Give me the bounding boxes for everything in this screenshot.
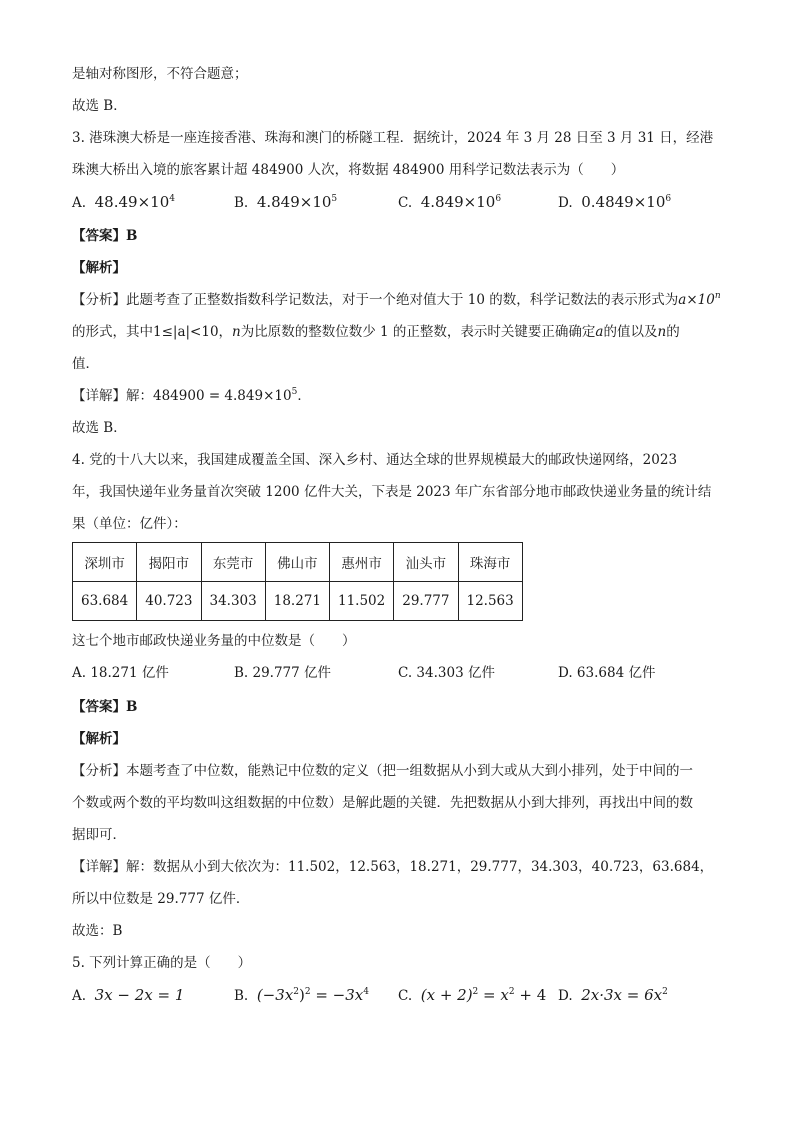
q3-option-c: C. $4.849\times 10^6$ (398, 193, 502, 211)
q4-option-a: A. 18.271 亿件 (72, 665, 169, 681)
text-line: 故选 B． (72, 98, 127, 114)
q3-analysis-line3: 值． (72, 356, 99, 372)
table-cell: 12.563 (458, 582, 522, 621)
q3-analysis-line2: 的形式，其中1≤|a|<10，n为比原数的整数位数少 1 的正整数，表示时关键要正确确定a的值以及n的 (72, 324, 680, 340)
q3-detail: 【详解】解：$484900 = 4.849\times 10^5$． (72, 386, 311, 404)
q4-option-b: B. 29.777 亿件 (234, 665, 332, 681)
q4-stem-line1: 4. 党的十八大以来，我国建成覆盖全国、深入乡村、通达全球的世界规模最大的邮政快递网络，2023 (72, 452, 678, 468)
q5-options (72, 983, 732, 1017)
q3-analysis-line1: 【分析】此题考查了正整数指数科学记数法，对于一个绝对值大于 10 的数，科学记数法的表示形式为$a\times 10^n$ (72, 290, 721, 308)
table-header-cell: 东莞市 (201, 543, 265, 582)
q4-analysis-label: 【解析】 (72, 731, 126, 747)
q3-option-b: B. $4.849\times 10^5$ (234, 193, 338, 211)
table-header-cell: 深圳市 (73, 543, 137, 582)
q4-answer: 【答案】B (72, 699, 138, 715)
q4-analysis-line3: 据即可． (72, 827, 126, 843)
table-header-cell: 惠州市 (330, 543, 394, 582)
table-header-cell: 佛山市 (265, 543, 329, 582)
q3-stem-line1: 3. 港珠澳大桥是一座连接香港、珠海和澳门的桥隧工程．据统计，2024 年 3 月 28 日至 3 月 31 日，经港 (72, 130, 714, 146)
q4-detail-line2: 所以中位数是 29.777 亿件． (72, 891, 250, 907)
q4-question: 这七个地市邮政快递业务量的中位数是（ ） (72, 633, 356, 649)
q5-option-a: A. 3x − 2x = 1 (72, 986, 185, 1004)
table-header-cell: 汕头市 (394, 543, 458, 582)
q4-options (72, 661, 732, 695)
table-cell: 63.684 (73, 582, 137, 621)
q4-option-c: C. 34.303 亿件 (398, 665, 495, 681)
q4-data-table (72, 542, 523, 621)
q4-detail-line1: 【详解】解：数据从小到大依次为：11.502，12.563，18.271，29.777，34.303，40.723，63.684， (72, 859, 714, 875)
q5-stem: 5. 下列计算正确的是（ ） (72, 955, 252, 971)
q3-option-d: D. $0.4849\times 10^6$ (558, 193, 672, 211)
table-row (73, 543, 523, 582)
q3-option-a: A. $48.49\times 10^4$ (72, 193, 175, 211)
table-header-cell: 珠海市 (458, 543, 522, 582)
table-row (73, 582, 523, 621)
q4-analysis-line2: 个数或两个数的平均数叫这组数据的中位数）是解此题的关键．先把数据从小到大排列，再找出中间的数 (72, 795, 693, 811)
q4-analysis-line1: 【分析】本题考查了中位数，能熟记中位数的定义（把一组数据从小到大或从大到小排列，处于中间的一 (72, 763, 693, 779)
table-cell: 40.723 (137, 582, 201, 621)
q4-stem-line2: 年，我国快递年业务量首次突破 1200 亿件大关，下表是 2023 年广东省部分地市邮政快递业务量的统计结 (72, 484, 712, 500)
q5-option-c: C. $(x + 2)^2 = x^2 + 4$ (398, 986, 547, 1004)
q4-stem-line3: 果（单位：亿件）： (72, 516, 187, 532)
table-cell: 34.303 (201, 582, 265, 621)
q3-choose: 故选 B． (72, 420, 127, 436)
table-cell: 11.502 (330, 582, 394, 621)
q4-choose: 故选：B (72, 923, 123, 939)
q5-option-d: D. $2x\cdot 3x = 6x^2$ (558, 986, 668, 1004)
q5-option-b: B. $(-3x^2)^2 = -3x^4$ (234, 986, 369, 1004)
table-cell: 29.777 (394, 582, 458, 621)
table-header-cell: 揭阳市 (137, 543, 201, 582)
text-line: 是轴对称图形，不符合题意； (72, 66, 248, 82)
document-page (72, 62, 732, 1017)
q3-analysis-label: 【解析】 (72, 260, 126, 276)
q3-options (72, 190, 732, 224)
q3-answer: 【答案】B (72, 228, 138, 244)
q4-option-d: D. 63.684 亿件 (558, 665, 656, 681)
q3-stem-line2: 珠澳大桥出入境的旅客累计超 484900 人次，将数据 484900 用科学记数法表示为（ ） (72, 162, 625, 178)
table-cell: 18.271 (265, 582, 329, 621)
